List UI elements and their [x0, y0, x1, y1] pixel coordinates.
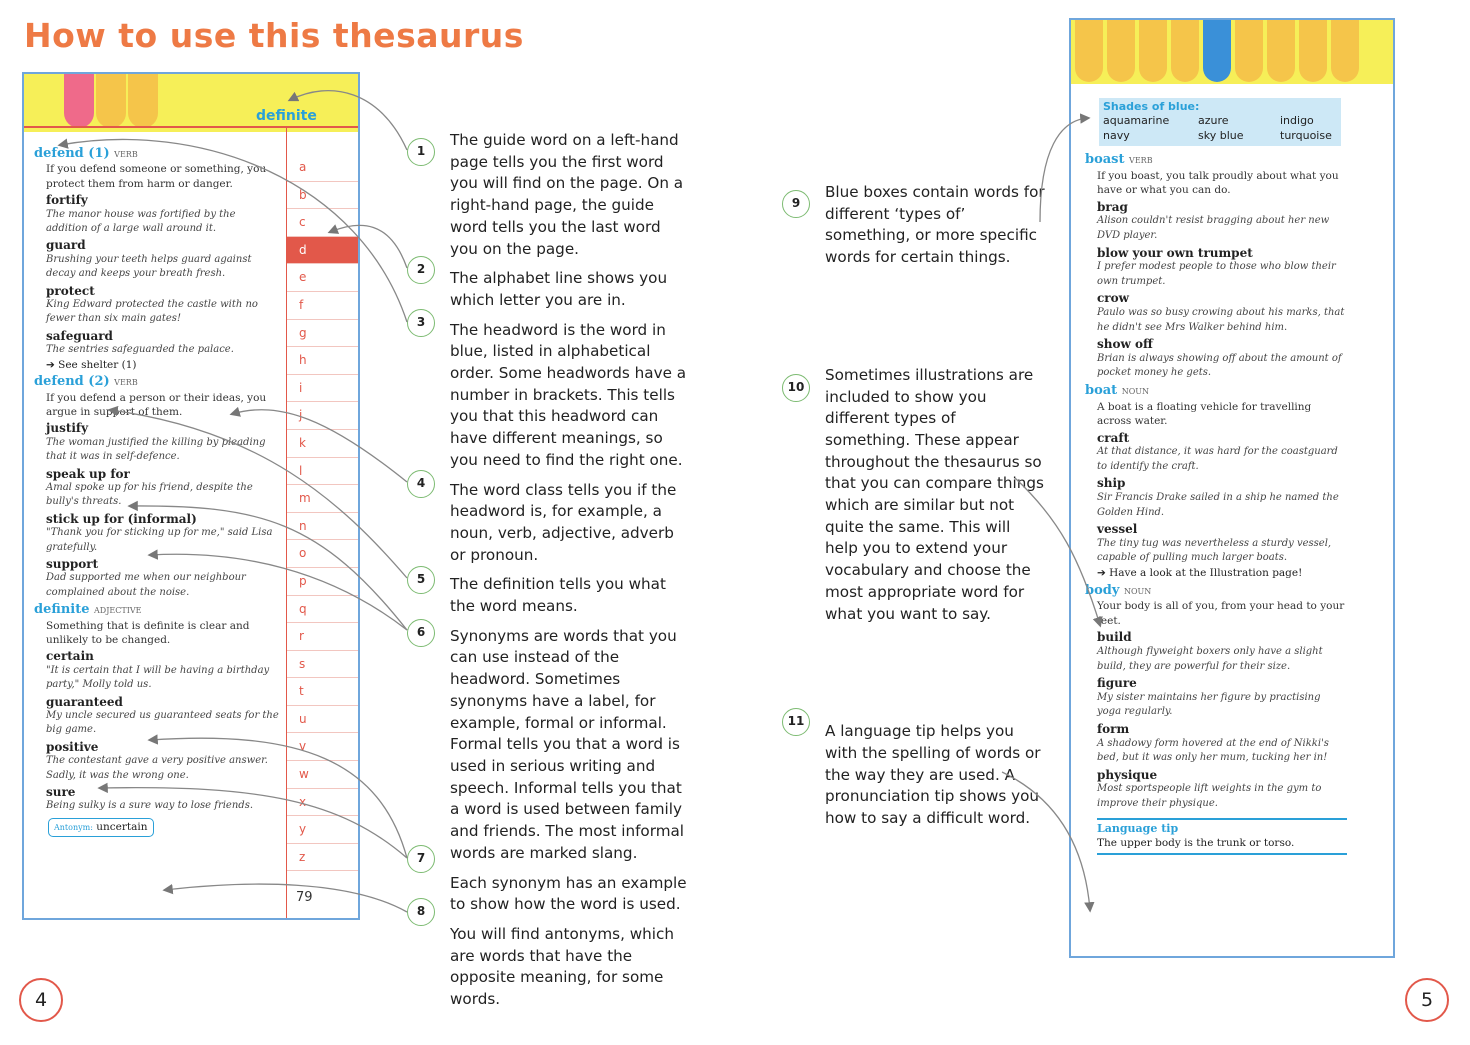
alphabet-letter: d	[287, 237, 359, 265]
example: Brian is always showing off about the amount of pocket money he gets.	[1097, 352, 1342, 379]
headword-text: body	[1085, 582, 1120, 598]
cross-reference: ➔ See shelter (1)	[46, 358, 137, 371]
alphabet-letter: z	[287, 844, 359, 872]
example: Alison couldn't resist bragging about her new DVD player.	[1097, 215, 1330, 241]
example: Brushing your teeth helps guard against decay and keeps your breath fresh.	[46, 253, 252, 280]
synonym: stick up for (informal)	[46, 511, 197, 526]
alphabet-letter: h	[287, 347, 359, 375]
word-class: VERB	[114, 378, 138, 388]
example: Being sulky is a sure way to lose friends.	[46, 800, 254, 812]
word-class: NOUN	[1121, 386, 1150, 396]
synonym: guard	[46, 238, 86, 253]
example: The woman justified the killing by pleading that it was in self-defence.	[46, 436, 266, 463]
definition: If you boast, you talk proudly about what you have or what you can do.	[1097, 169, 1339, 197]
synonym: positive	[46, 739, 99, 754]
synonym: show off	[1097, 337, 1153, 352]
alphabet-letter: g	[287, 320, 359, 348]
example: I prefer modest people to those who blow their own trumpet.	[1097, 261, 1336, 287]
alphabet-letter: x	[287, 789, 359, 817]
example: King Edward protected the castle with no fewer than six main gates!	[46, 299, 258, 325]
example: "It is certain that I will be having a birthday party," Molly told us.	[46, 664, 270, 691]
synonym: certain	[46, 649, 94, 664]
callout-badge-4: 4	[407, 470, 435, 498]
word-class: VERB	[114, 150, 138, 159]
synonym: support	[46, 556, 99, 571]
callout-badge-10: 10	[782, 374, 810, 402]
blue-box-word: navy	[1103, 129, 1130, 142]
example: My uncle secured us guaranteed seats for the big game.	[46, 710, 279, 736]
callout-badge-5: 5	[407, 566, 435, 594]
example: Amal spoke up for his friend, despite the bully's threats.	[46, 481, 253, 508]
synonym: protect	[46, 283, 95, 298]
callout-badge-1: 1	[407, 138, 435, 166]
alphabet-letter: b	[287, 182, 359, 210]
explanation-paragraph: Sometimes illustrations are included to show you different types of something. These appear throughout the thesaurus so that you can compare things which are similar but not quite the same. This will help you to extend your vocabulary and choose the most appropriate word for what you want to say.	[825, 365, 1044, 623]
blue-box-word: aquamarine	[1103, 114, 1170, 127]
example: The contestant gave a very positive answer. Sadly, it was the wrong one.	[46, 755, 268, 781]
example: Most sportspeople lift weights in the gym to improve their physique.	[1097, 783, 1322, 809]
synonym: fortify	[46, 193, 88, 208]
alphabet-letter: j	[287, 402, 359, 430]
synonym: speak up for	[46, 466, 130, 481]
blue-box-word: turquoise	[1280, 129, 1332, 142]
blue-box-word: azure	[1198, 114, 1229, 127]
headword-text: boast	[1085, 152, 1125, 167]
headword-text: boat	[1085, 382, 1118, 398]
example: Although flyweight boxers only have a slight build, they are powerful for their size.	[1097, 646, 1323, 672]
alphabet-letter: m	[287, 485, 359, 513]
definition: A boat is a floating vehicle for travelling across water.	[1097, 400, 1312, 428]
synonym: brag	[1097, 199, 1128, 214]
explanation-paragraph: The word class tells you if the headword is, for example, a noun, verb, adjective, adverb or pronoun.	[450, 480, 677, 564]
guide-word: definite	[256, 108, 317, 124]
blue-box-title: Shades of blue:	[1103, 100, 1200, 113]
explanation-paragraph: The alphabet line shows you which letter you are in.	[450, 269, 668, 309]
alphabet-letter: v	[287, 733, 359, 761]
callout-badge-2: 2	[407, 256, 435, 284]
synonym: blow your own trumpet	[1097, 245, 1253, 260]
explanation-paragraph: Synonyms are words that you can use instead of the headword. Sometimes synonyms have a label, for example, formal or informal. Formal tells you that a word is used in serious writing and speech. Informal tells you that a word is used between family and friends. The most informal words are marked slang.	[450, 626, 685, 862]
alphabet-letter: n	[287, 513, 359, 541]
antonym-label: Antonym:	[54, 822, 93, 832]
synonym: vessel	[1097, 522, 1138, 537]
sample-page-number: 79	[296, 890, 313, 905]
language-tip-label: Language tip	[1097, 821, 1179, 835]
synonym: safeguard	[46, 328, 113, 343]
language-tip-text: The upper body is the trunk or torso.	[1097, 837, 1295, 850]
word-class: VERB	[1129, 156, 1153, 165]
headword-text: definite	[34, 602, 90, 618]
explanation-paragraph: Blue boxes contain words for different ‘types of’ something, or more specific words for certain things.	[825, 183, 1045, 267]
alphabet-letter: k	[287, 430, 359, 458]
example: Paulo was so busy crowing about his marks, that he didn't see Mrs Walker behind him.	[1097, 306, 1345, 333]
explanation-paragraph: The headword is the word in blue, listed in alphabetical order. Some headwords have a number in brackets. This tells you that this headword can have different meanings, so you need to find the right one.	[450, 320, 687, 469]
alphabet-letter: f	[287, 292, 359, 320]
example: My sister maintains her figure by practising yoga regularly.	[1097, 691, 1321, 718]
synonym: justify	[46, 421, 89, 436]
alphabet-letter: p	[287, 568, 359, 596]
synonym: figure	[1097, 676, 1137, 691]
alphabet-letter: a	[287, 154, 359, 182]
page-title: How to use this thesaurus	[24, 16, 524, 55]
callout-badge-6: 6	[407, 619, 435, 647]
callout-badge-7: 7	[407, 845, 435, 873]
synonym: craft	[1097, 430, 1130, 445]
explanation-paragraph: You will find antonyms, which are words that have the opposite meaning, for some words.	[450, 924, 674, 1009]
word-class: ADJECTIVE	[94, 606, 142, 616]
blue-box-word: sky blue	[1198, 129, 1244, 142]
alphabet-letter: c	[287, 209, 359, 237]
callout-badge-11: 11	[782, 708, 810, 736]
definition: If you defend someone or something, you protect them from harm or danger.	[46, 163, 267, 190]
headword-text: defend (2)	[34, 374, 110, 390]
page-number-left: 4	[19, 978, 63, 1022]
headword-text: defend (1)	[34, 146, 110, 161]
synonym: form	[1097, 721, 1130, 736]
alphabet-letter: s	[287, 651, 359, 679]
alphabet-letter: i	[287, 375, 359, 403]
page-number-right: 5	[1405, 978, 1449, 1022]
cross-reference: ➔ Have a look at the Illustration page!	[1097, 567, 1303, 580]
definition: If you defend a person or their ideas, you argue in support of them.	[46, 391, 267, 418]
blue-box-word: indigo	[1280, 114, 1314, 127]
synonym: physique	[1097, 767, 1158, 782]
example: "Thank you for sticking up for me," said Lisa gratefully.	[46, 527, 273, 553]
example: At that distance, it was hard for the coastguard to identify the craft.	[1097, 446, 1338, 472]
alphabet-letter: w	[287, 761, 359, 789]
alphabet-letter: q	[287, 596, 359, 624]
alphabet-letter: u	[287, 706, 359, 734]
explanation-paragraph: Each synonym has an example to show how the word is used.	[450, 873, 687, 914]
alphabet-letter: t	[287, 678, 359, 706]
callout-badge-3: 3	[407, 309, 435, 337]
synonym: sure	[46, 785, 76, 800]
synonym: build	[1097, 630, 1132, 645]
antonym-word: uncertain	[96, 820, 148, 833]
explanation-paragraph: A language tip helps you with the spelling of words or the way they are used. A pronunciation tip shows you how to say a difficult word.	[825, 722, 1041, 828]
word-class: NOUN	[1123, 586, 1152, 596]
synonym: guaranteed	[46, 694, 123, 709]
example: The tiny tug was nevertheless a sturdy vessel, capable of pulling much larger boats.	[1097, 537, 1332, 564]
alphabet-letter: r	[287, 623, 359, 651]
alphabet-letter: o	[287, 540, 359, 568]
example: A shadowy form hovered at the end of Nikki's bed, but it was only her mum, tucking her in!	[1097, 737, 1329, 764]
example: Sir Francis Drake sailed in a ship he named the Golden Hind.	[1097, 492, 1339, 518]
callout-badge-9: 9	[782, 190, 810, 218]
explanation-paragraph: The definition tells you what the word means.	[450, 575, 666, 616]
example: The manor house was fortified by the addition of a large wall around it.	[46, 208, 236, 235]
explanation-paragraph: The guide word on a left-hand page tells you the first word you will find on the page. On a right-hand page, the guide word tells you the last word you on the page.	[450, 131, 684, 258]
synonym: ship	[1097, 476, 1126, 491]
alphabet-letter: e	[287, 264, 359, 292]
alphabet-letter: l	[287, 458, 359, 486]
example: The sentries safeguarded the palace.	[46, 344, 234, 356]
callout-badge-8: 8	[407, 898, 435, 926]
definition: Your body is all of you, from your head to your feet.	[1097, 600, 1345, 627]
definition: Something that is definite is clear and unlikely to be changed.	[46, 619, 250, 646]
synonym: crow	[1097, 291, 1129, 306]
alphabet-letter: y	[287, 816, 359, 844]
example: Dad supported me when our neighbour complained about the noise.	[46, 572, 246, 598]
